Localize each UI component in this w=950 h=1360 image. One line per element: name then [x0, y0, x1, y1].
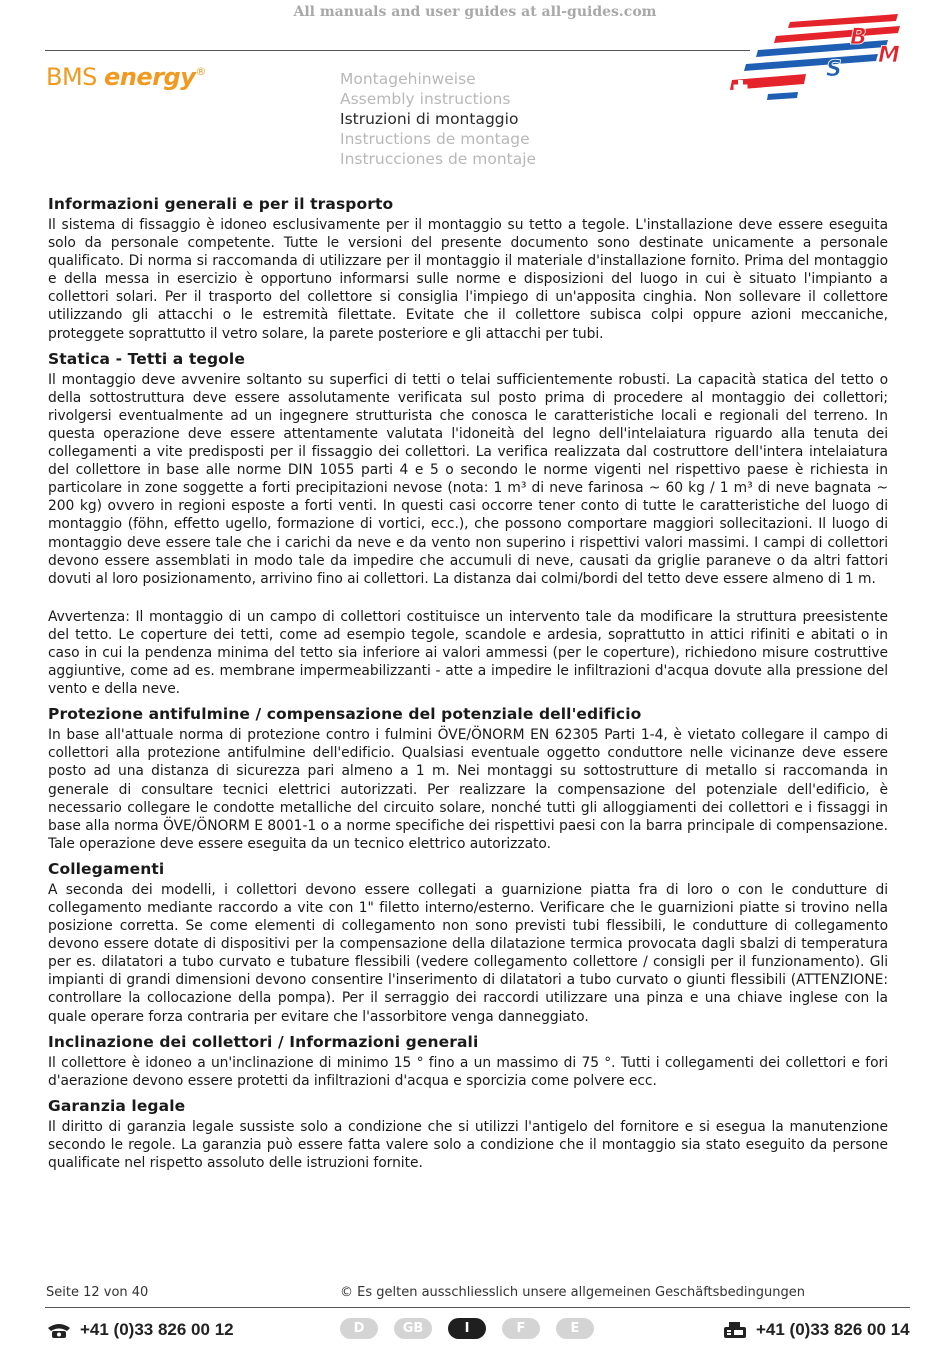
brand-letter-m: M [878, 43, 900, 68]
language-item-active: Istruzioni di montaggio [340, 110, 519, 128]
section-paragraph: Il diritto di garanzia legale sussiste solo a condizione che si utilizzi l'antigelo del fornitore e si esegua la manutenzione secondo le regole. La garanzia può essere fatta valere solo a condizione che il montaggio sia stato eseguito da persone qualificate nel rispetto assoluto delle istruzioni fornite. [48, 1118, 888, 1172]
language-pill-gb[interactable]: GB [394, 1318, 432, 1339]
fax-contact [722, 1320, 910, 1340]
terms-notice: © Es gelten ausschliesslich unsere allgemeinen Geschäftsbedingungen [340, 1285, 805, 1300]
bms-brand-logo [728, 14, 908, 104]
brand-letter-s: S [826, 57, 842, 82]
telephone-icon [46, 1321, 72, 1339]
logo-registered-mark: ® [195, 65, 206, 78]
section-paragraph: In base all'attuale norma di protezione contro i fulmini ÖVE/ÖNORM EN 62305 Parti 1-4, è vietato collegare il campo di collettori alla protezione antifulmine dell'edificio. Qualsiasi eventuale oggetto conduttore nelle vicinanze deve essere posto ad una distanza di sicurezza pari almeno a 1 m. Nei montaggi su sottostrutture di metallo si raccomanda in generale di consultare tecnici elettrici autorizzati. Per realizzare la compensazione del potenziale dell'edificio, è necessario collegare le condotte metalliche del circuito solare, nonché tutti gli alloggiamenti dei collettori e i fissaggi in base alla norma ÖVE/ÖNORM E 8001-1 o a norme specifiche dei rispettivi paesi con la barra principale di compensazione. Tale operazione deve essere eseguita da un tecnico elettrico autorizzato. [48, 727, 888, 852]
fax-number[interactable]: +41 (0)33 826 00 14 [756, 1320, 910, 1339]
section-title: Inclinazione dei collettori / Informazioni generali [48, 1032, 479, 1051]
fax-icon [722, 1321, 748, 1339]
language-pill-f[interactable]: F [502, 1318, 540, 1339]
phone-number[interactable]: +41 (0)33 826 00 12 [80, 1320, 234, 1339]
logo-energy-text: energy [104, 63, 196, 91]
section-paragraph: Il sistema di fissaggio è idoneo esclusivamente per il montaggio su tetto a tegole. L'installazione deve essere eseguita solo da personale competente. Tutte le versioni del presente documento sono destinate unicamente a personale qualificato. Di norma si raccomanda di utilizzare per il montaggio il materiale d'installazione fornito. Prima del montaggio e della messa in esercizio è opportuno informarsi sulle norme e disposizioni del luogo in cui è situato l'impianto a collettori solari. Per il trasporto del collettore si consiglia l'impiego di un'apposita cinghia. Non sollevare il collettore utilizzando gli attacchi o le estremità filettate. Evitate che il collettore subisca colpi oppure azioni meccaniche, proteggete soprattutto il vetro solare, la parete posteriore e gli attacchi per tubi. [48, 217, 888, 342]
language-selector [340, 1318, 610, 1339]
section-paragraph: Il collettore è idoneo a un'inclinazione di minimo 15 ° fino a un massimo di 75 °. Tutti i collegamenti dei collettori e fori d'aerazione devono essere protetti da infiltrazioni d'acqua e sporcizia come polvere ecc. [48, 1054, 888, 1089]
warning-paragraph: Avvertenza: Il montaggio di un campo di collettori costituisce un intervento tale da modificare la struttura preesistente del tetto. Le coperture dei tetti, come ad esempio tegole, scandole e ardesia, soprattutto in attici rifiniti e abitati o in caso in cui la pendenza minima del tetto sia inferiore ai valori ammessi (per le coperture), richiedono misure costruttive aggiuntive, come ad es. membrane impermeabilizzanti - atte a impedire le infiltrazioni d'acqua dovute alla pressione del vento e della neve. [48, 608, 888, 698]
page-number: Seite 12 von 40 [46, 1285, 149, 1300]
section-paragraph: A seconda dei modelli, i collettori devono essere collegati a guarnizione piatta fra di loro o con le condutture di collegamento mediante raccordo a vite con 1" filetto interno/esterno. Verificare che le guarnizioni piatte si trovino nella posizione corretta. Se come elementi di collegamento non sono previsti tubi flessibili, le condutture di collegamento devono essere dotate di dispositivi per la compensazione della dilatazione termica provocata dagli sbalzi di temperatura per es. dilatatori a tubo curvato e tubature flessibili (vedere collegamento collettore / consigli per il funzionamento). Gli impianti di grandi dimensioni devono consentire l'inserimento di dilatatori a tubo curvato o giunti flessibili (ATTENZIONE: controllare la collocazione della pompa). Per il serraggio dei raccordi utilizzare una pinza e una chiave inglese con la quale operare forza contraria per evitare che l'assorbitore venga danneggiato. [48, 881, 888, 1025]
section-title: Garanzia legale [48, 1096, 186, 1115]
phone-contact [46, 1320, 234, 1340]
language-pill-d[interactable]: D [340, 1318, 378, 1339]
brand-letter-b: B [850, 25, 867, 50]
brand-stripes [730, 14, 900, 100]
section-title: Protezione antifulmine / compensazione del potenziale dell'edificio [48, 705, 642, 724]
logo-bms-text: BMS [46, 63, 105, 91]
bms-energy-logo [46, 63, 206, 91]
language-item: Instructions de montage [340, 130, 530, 148]
language-item: Instrucciones de montaje [340, 150, 537, 168]
language-item: Montagehinweise [340, 70, 476, 88]
language-list [340, 69, 536, 169]
header-rule [45, 50, 750, 51]
language-item: Assembly instructions [340, 90, 511, 108]
watermark-text: All manuals and user guides at all-guides.com [293, 4, 657, 20]
language-pill-e[interactable]: E [556, 1318, 594, 1339]
section-title: Informazioni generali e per il trasporto [48, 195, 394, 213]
document-body [48, 194, 888, 1178]
footer-rule [45, 1307, 910, 1308]
section-paragraph: Il montaggio deve avvenire soltanto su superfici di tetti o telai sufficientemente robusti. La capacità statica del tetto o della sottostruttura deve essere assolutamente verificata sul posto prima di procedere al montaggio dei collettori; rivolgersi eventualmente ad un ingegnere strutturista che conosca le caratteristiche locali e regionali del terreno. In questa operazione deve essere attentamente valutata l'idoneità del legno dell'intelaiatura riguardo alla tenuta dei collegamenti a vite predisposti per il fissaggio dei collettori. La verifica realizzata dal costruttore dell'intera intelaiatura del collettore in base alle norme DIN 1055 parti 4 e 5 o secondo le norme vigenti nel rispettivo paese è richiesta in particolare in zone soggette a forti precipitazioni nevose (nota: 1 m³ di neve farinosa ~ 60 kg / 1 m³ di neve bagnata ~ 200 kg) ovvero in regioni esposte a forti venti. In questi casi occorre tener conto di tutte le caratteristiche del luogo di montaggio (föhn, effetto ugello, formazione di vortici, ecc.), che possono comportare maggiori sollecitazioni. Il luogo di montaggio deve essere tale che i carichi da neve e da vento non superino i rispettivi valori massimi. I campi di collettori devono essere assemblati in modo tale da impedire che accumuli di neve, causati da griglie paraneve o da altri fattori dovuti al loro posizionamento, arrivino fino ai collettori. La distanza dai colmi/bordi del tetto deve essere almeno di 1 m. [48, 371, 888, 587]
section-title: Collegamenti [48, 859, 165, 878]
section-title: Statica - Tetti a tegole [48, 349, 245, 368]
language-pill-i[interactable]: I [448, 1318, 486, 1339]
